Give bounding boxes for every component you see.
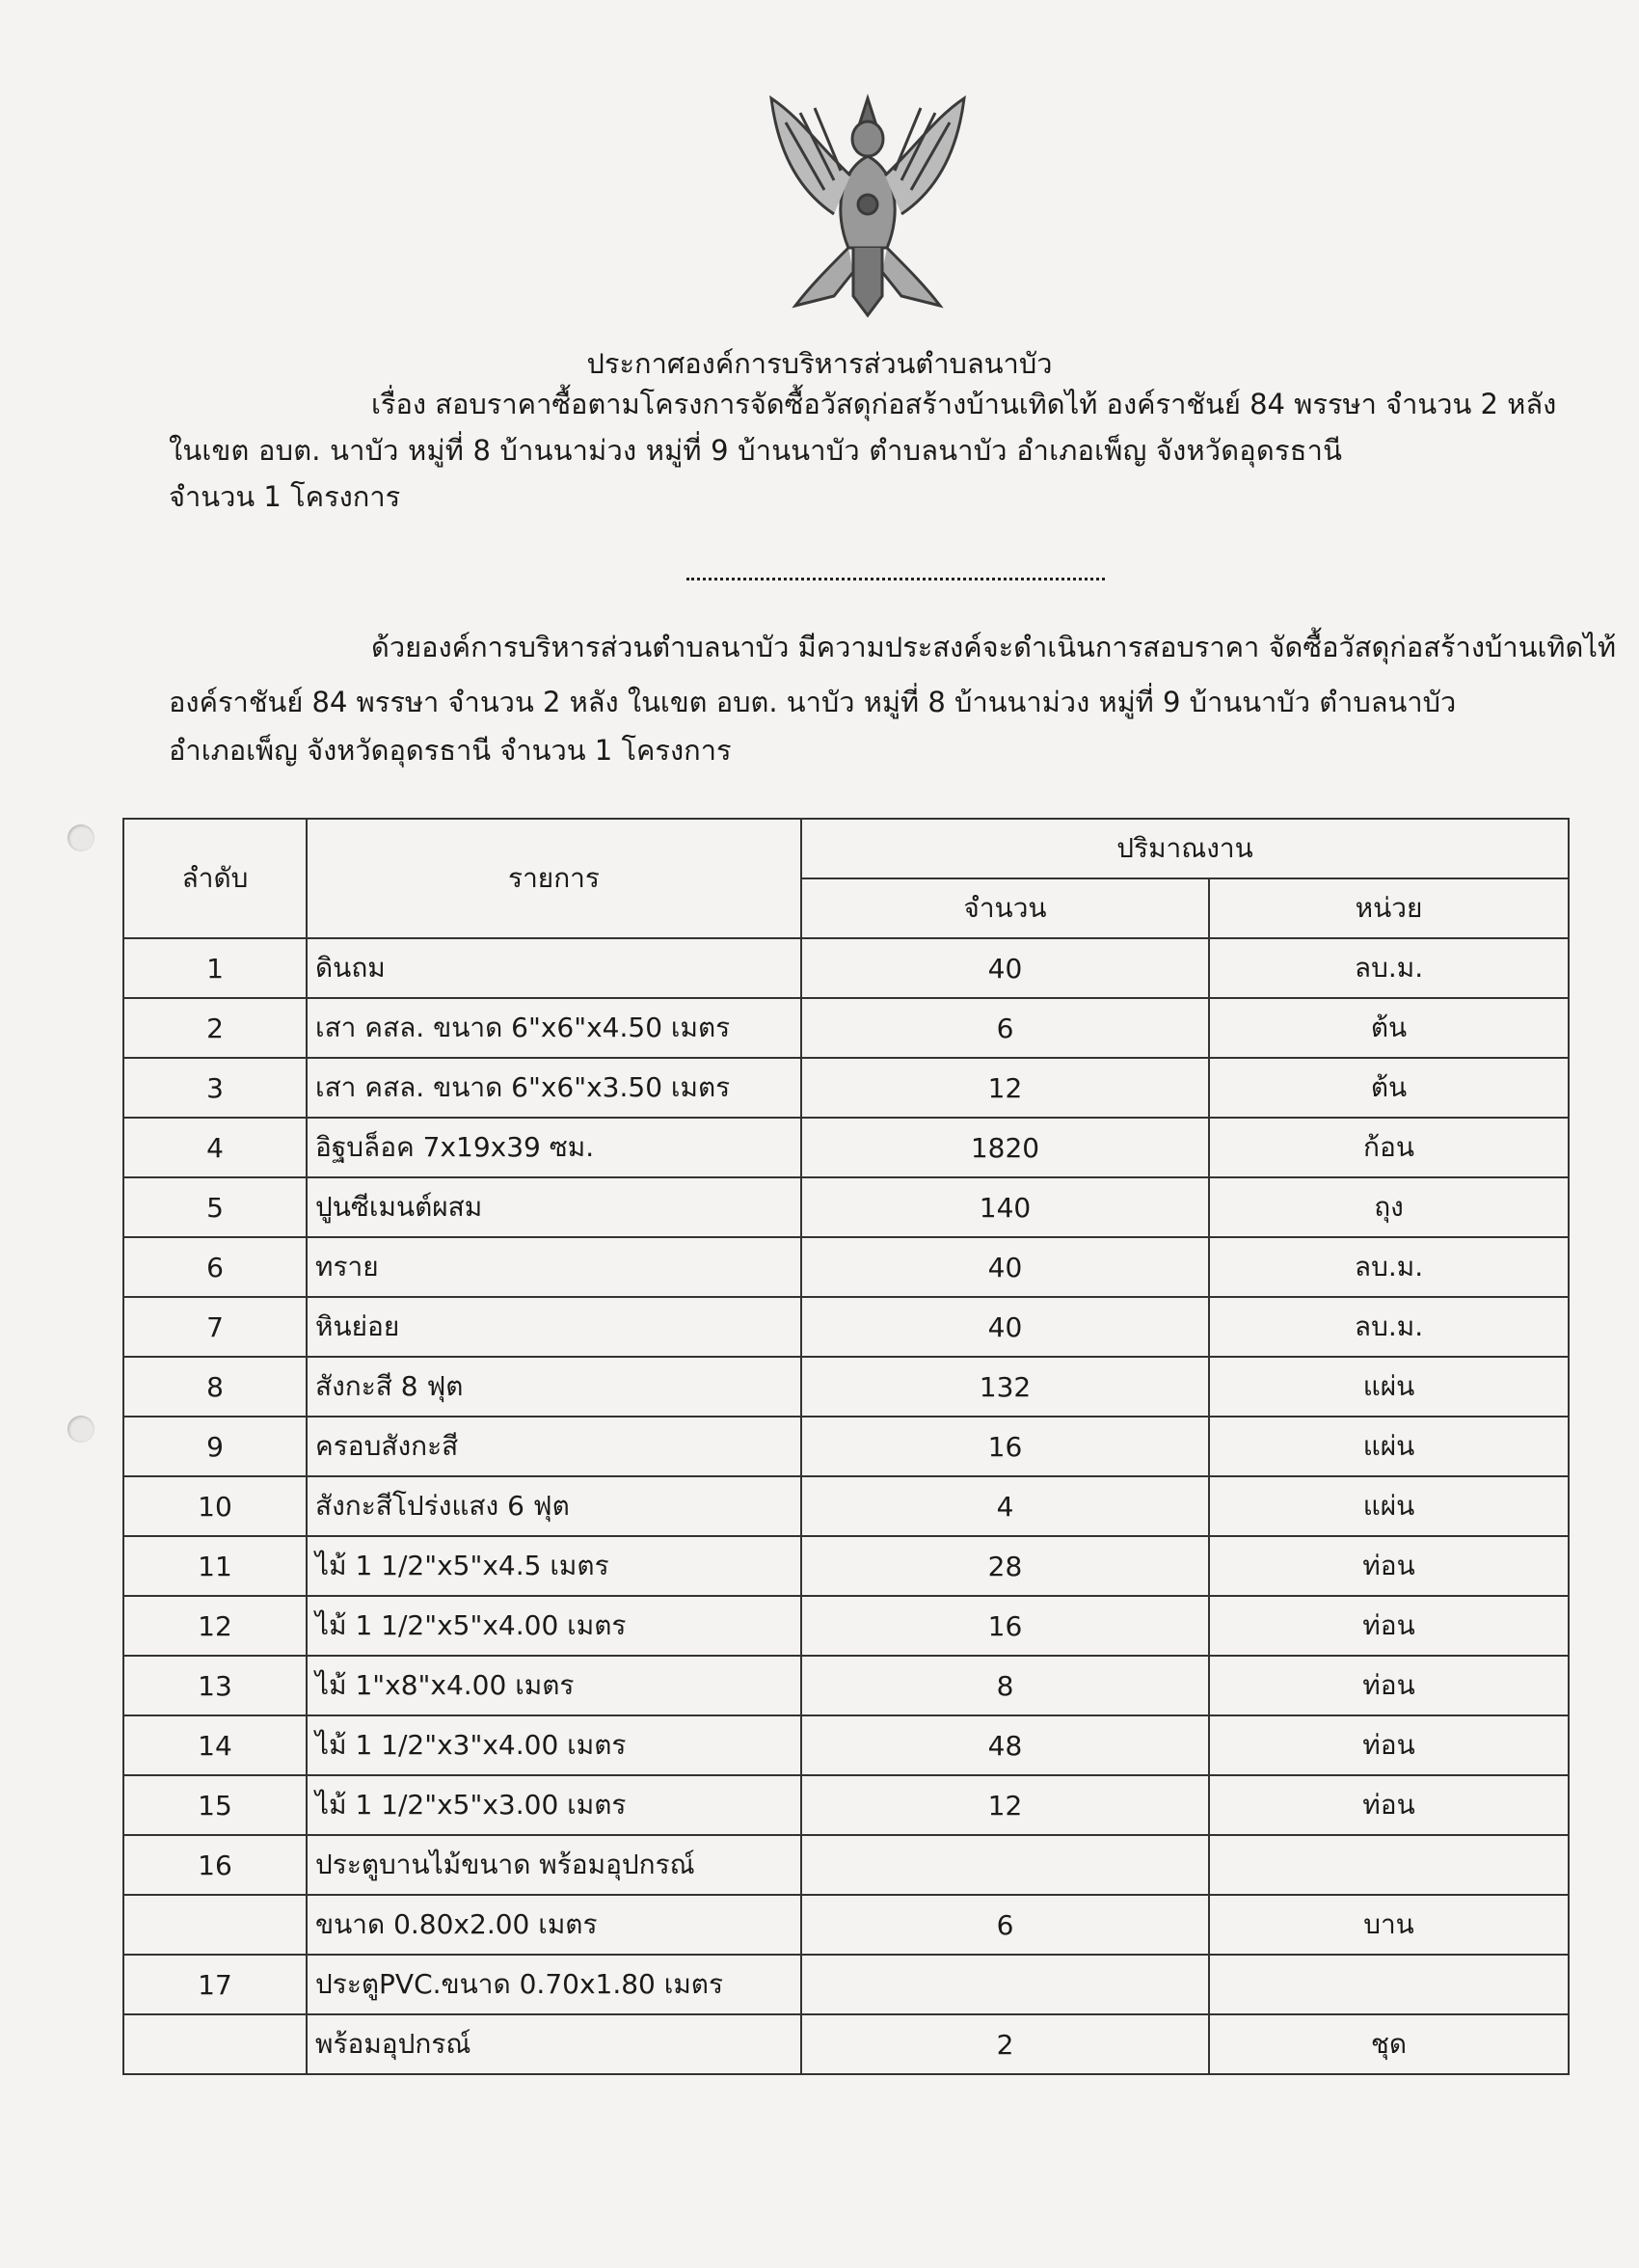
row-quantity: 40 [801,1297,1209,1357]
row-item: พร้อมอุปกรณ์ [307,2014,801,2074]
row-quantity: 1820 [801,1118,1209,1177]
header-quantity-group: ปริมาณงาน [801,819,1569,878]
row-quantity: 2 [801,2014,1209,2074]
row-unit: แผ่น [1209,1476,1569,1536]
row-quantity: 8 [801,1656,1209,1715]
table-row [123,1237,1569,1297]
row-number: 10 [123,1476,307,1536]
row-item: สังกะสีโปร่งแสง 6 ฟุต [307,1476,801,1536]
row-quantity: 16 [801,1596,1209,1656]
table-row [123,1715,1569,1775]
row-unit: ต้น [1209,1058,1569,1118]
table-row [123,1118,1569,1177]
row-quantity: 28 [801,1536,1209,1596]
row-quantity: 6 [801,998,1209,1058]
row-item: หินย่อย [307,1297,801,1357]
table-row [123,1895,1569,1955]
row-number: 14 [123,1715,307,1775]
body-paragraph-line-3: อำเภอเพ็ญ จังหวัดอุดรธานี จำนวน 1 โครงการ [169,734,732,767]
row-unit: ชุด [1209,2014,1569,2074]
row-number: 7 [123,1297,307,1357]
header-order: ลำดับ [123,819,307,938]
row-quantity: 16 [801,1417,1209,1476]
row-number [123,2014,307,2074]
body-paragraph-line-2: องค์ราชันย์ 84 พรรษา จำนวน 2 หลัง ในเขต อบต. นาบัว หมู่ที่ 8 บ้านนาม่วง หมู่ที่ 9 บ้านนาบัว ตำบลนาบัว [169,686,1457,718]
row-unit: ลบ.ม. [1209,938,1569,998]
row-item: ครอบสังกะสี [307,1417,801,1476]
row-quantity: 40 [801,1237,1209,1297]
row-item: ไม้ 1 1/2"x5"x4.00 เมตร [307,1596,801,1656]
row-number: 4 [123,1118,307,1177]
row-number: 17 [123,1955,307,2014]
announcement-title: ประกาศองค์การบริหารส่วนตำบลนาบัว [586,347,1053,380]
row-unit [1209,1955,1569,2014]
row-item: ทราย [307,1237,801,1297]
body-paragraph-line-1: ด้วยองค์การบริหารส่วนตำบลนาบัว มีความประสงค์จะดำเนินการสอบราคา จัดซื้อวัสดุก่อสร้างบ้านเทิดไท้ [371,631,1617,663]
row-unit: ลบ.ม. [1209,1297,1569,1357]
dotted-divider [686,564,1105,580]
row-number: 12 [123,1596,307,1656]
row-quantity [801,1835,1209,1895]
row-quantity: 12 [801,1775,1209,1835]
header-item: รายการ [307,819,801,938]
row-item: ประตูบานไม้ขนาด พร้อมอุปกรณ์ [307,1835,801,1895]
header-unit: หน่วย [1209,878,1569,938]
row-unit: บาน [1209,1895,1569,1955]
table-row [123,1417,1569,1476]
table-row [123,998,1569,1058]
table-row [123,1058,1569,1118]
row-item: ไม้ 1 1/2"x5"x4.5 เมตร [307,1536,801,1596]
row-number: 8 [123,1357,307,1417]
table-row [123,1955,1569,2014]
header-quantity: จำนวน [801,878,1209,938]
row-unit: ต้น [1209,998,1569,1058]
row-number: 11 [123,1536,307,1596]
row-unit: ท่อน [1209,1536,1569,1596]
row-quantity: 140 [801,1177,1209,1237]
row-number: 15 [123,1775,307,1835]
table-row [123,938,1569,998]
row-unit: ก้อน [1209,1118,1569,1177]
row-item: ไม้ 1 1/2"x5"x3.00 เมตร [307,1775,801,1835]
row-number: 5 [123,1177,307,1237]
table-row [123,1656,1569,1715]
row-item: ปูนซีเมนต์ผสม [307,1177,801,1237]
row-item: ขนาด 0.80x2.00 เมตร [307,1895,801,1955]
row-unit: ถุง [1209,1177,1569,1237]
materials-table [122,818,1570,2075]
row-quantity: 40 [801,938,1209,998]
row-item: ดินถม [307,938,801,998]
row-number [123,1895,307,1955]
row-item: ประตูPVC.ขนาด 0.70x1.80 เมตร [307,1955,801,2014]
table-row [123,1775,1569,1835]
row-number: 3 [123,1058,307,1118]
row-number: 2 [123,998,307,1058]
table-row [123,1177,1569,1237]
row-number: 1 [123,938,307,998]
row-unit: แผ่น [1209,1357,1569,1417]
row-quantity [801,1955,1209,2014]
row-number: 6 [123,1237,307,1297]
row-unit: ท่อน [1209,1596,1569,1656]
row-item: อิฐบล็อค 7x19x39 ซม. [307,1118,801,1177]
row-item: เสา คสล. ขนาด 6"x6"x3.50 เมตร [307,1058,801,1118]
row-unit: ท่อน [1209,1775,1569,1835]
punch-hole [67,1416,94,1443]
table-row [123,1596,1569,1656]
row-item: ไม้ 1"x8"x4.00 เมตร [307,1656,801,1715]
row-unit: ท่อน [1209,1715,1569,1775]
punch-hole [67,824,94,851]
row-quantity: 12 [801,1058,1209,1118]
table-row [123,2014,1569,2074]
garuda-emblem [742,79,993,330]
row-number: 16 [123,1835,307,1895]
row-unit: ลบ.ม. [1209,1237,1569,1297]
row-quantity: 48 [801,1715,1209,1775]
table-row [123,1835,1569,1895]
row-item: เสา คสล. ขนาด 6"x6"x4.50 เมตร [307,998,801,1058]
subject-line-2: ในเขต อบต. นาบัว หมู่ที่ 8 บ้านนาม่วง หมู่ที่ 9 บ้านนาบัว ตำบลนาบัว อำเภอเพ็ญ จังหวัดอุดรธานี [169,434,1343,467]
row-item: ไม้ 1 1/2"x3"x4.00 เมตร [307,1715,801,1775]
table-row [123,1536,1569,1596]
row-quantity: 6 [801,1895,1209,1955]
row-item: สังกะสี 8 ฟุต [307,1357,801,1417]
subject-line-3: จำนวน 1 โครงการ [169,480,401,513]
row-unit [1209,1835,1569,1895]
row-number: 9 [123,1417,307,1476]
table-row [123,1476,1569,1536]
subject-line-1: เรื่อง สอบราคาซื้อตามโครงการจัดซื้อวัสดุก่อสร้างบ้านเทิดไท้ องค์ราชันย์ 84 พรรษา จำนวน 2 หลัง [371,388,1557,420]
row-quantity: 4 [801,1476,1209,1536]
table-row [123,1357,1569,1417]
row-unit: ท่อน [1209,1656,1569,1715]
row-quantity: 132 [801,1357,1209,1417]
table-row [123,1297,1569,1357]
row-unit: แผ่น [1209,1417,1569,1476]
row-number: 13 [123,1656,307,1715]
